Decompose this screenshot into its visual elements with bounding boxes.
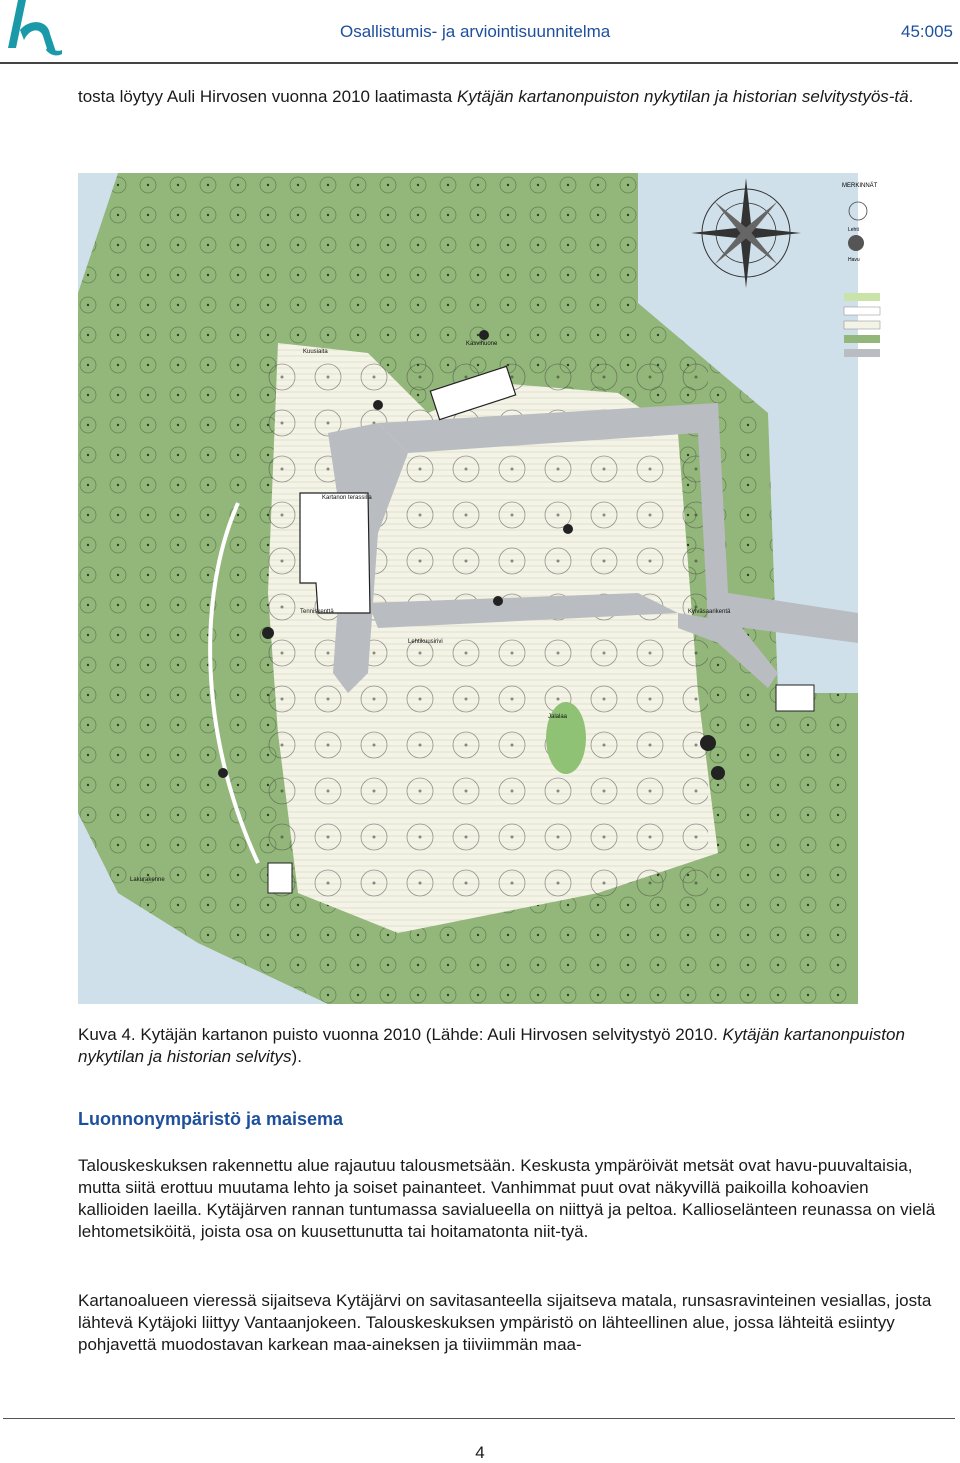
label-spruce-hedge: Kuusiaita: [303, 349, 328, 355]
legend-item-conifer: Havu: [848, 257, 860, 263]
label-larch-row: Lehtikuusirivi: [408, 639, 443, 645]
body-paragraph-1: Talouskeskuksen rakennettu alue rajautuu talousmetsään. Keskusta ympäröivät metsät ovat havu-puuvaltaisia, mutta siitä erottuu muutama lehto ja soiset painanteet. Vanhimmat puut ovat näkyvillä paikoilla kohoavien kallioiden laeilla. Kytäjärven rannan tuntumassa savialueella on niittyä ja peltoa. Kallioselänteen reunassa on vielä lehtometsiköitä, joista osa on kuusettunutta tai hoitamatonta niit-tyä.: [78, 1156, 936, 1241]
body-paragraph-2: Kartanoalueen vieressä sijaitseva Kytäjärvi on savitasanteella sijaitseva matala, runsasravinteinen vesiallas, josta lähtevä Kytäjoki liittyy Vantaanjokeen. Talouskeskuksen ympäristö on lähteellinen alue, jossa lähteitä esiintyy pohjavettä muodostavan karkean maa-aineksen ja tiiviimmän maa-: [78, 1291, 932, 1354]
plan-number: 45:005: [901, 22, 953, 41]
label-field: Kylväsaarikentä: [688, 609, 731, 615]
caption-text: Kuva 4. Kytäjän kartanon puisto vuonna 2010 (Lähde: Auli Hirvosen selvitystyö 2010.: [78, 1025, 723, 1044]
header-divider: [0, 62, 958, 64]
map-legend: [838, 175, 880, 357]
label-tennis: Tenniskenttä: [300, 609, 334, 615]
label-shore: Lakurakenne: [130, 877, 165, 883]
sauna-building: [268, 863, 292, 893]
label-manor: Kartanon terassilla: [322, 495, 372, 501]
intro-end: .: [908, 87, 914, 106]
figure-caption: [78, 1024, 940, 1068]
caption-end: ).: [291, 1047, 302, 1066]
page-header: [0, 0, 960, 64]
footer-divider: [3, 1418, 955, 1419]
legend-item-deciduous: Lehti: [848, 227, 859, 233]
section-heading: Luonnonympäristö ja maisema: [78, 1109, 344, 1129]
park-map-figure: [78, 173, 878, 1004]
kirkkonummi-logo-icon: [4, 0, 64, 58]
intro-report-title: Kytäjän kartanonpuiston nykytilan ja historian selvitystyös-tä: [456, 87, 909, 106]
page-number: 4: [475, 1443, 485, 1462]
label-greenhouse: Kasvihuone: [466, 341, 498, 347]
intro-paragraph: [78, 86, 940, 108]
legend-title: MERKINNÄT: [842, 183, 878, 189]
document-title: Osallistumis- ja arviointisuunnitelma: [340, 22, 611, 41]
shed-building: [776, 685, 814, 711]
intro-text: tosta löytyy Auli Hirvosen vuonna 2010 laatimasta: [78, 87, 457, 106]
jalava-pond: [546, 702, 586, 774]
caption-source-title: Kytäjän kartanonpuiston nykytilan ja historian selvitys: [78, 1025, 905, 1066]
label-pond: Jalalaa: [548, 714, 568, 720]
